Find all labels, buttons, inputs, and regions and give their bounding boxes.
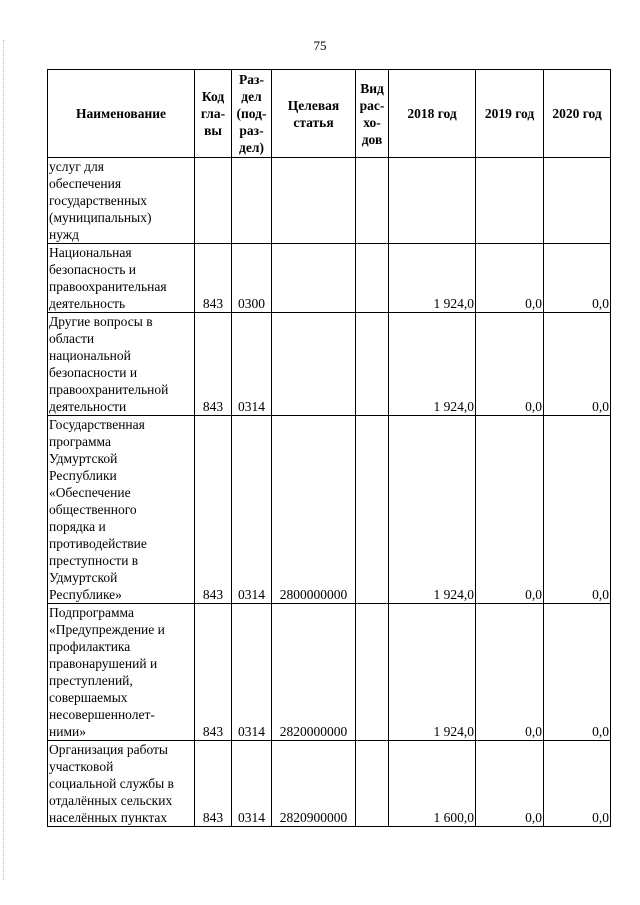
header-ministry-code [195,70,232,158]
cell-2019 [476,158,544,244]
table-row [48,416,611,604]
header-expense-type [356,70,389,158]
header-line: Раз- [239,72,264,87]
cell-2018: 1 924,0 [389,313,476,416]
header-line: гла- [200,106,226,121]
table-row [48,158,611,244]
table-row [48,244,611,313]
table-header-row [48,70,611,158]
cell-name: Другие вопросы в области национальной безопасности и правоохранительной деятельности [48,313,195,416]
cell-2019: 0,0 [476,313,544,416]
header-2018: 2018 год [389,70,476,158]
cell-section: 0314 [232,741,272,827]
table-row [48,741,611,827]
cell-2020: 0,0 [544,313,611,416]
header-line: дел [241,89,262,104]
cell-target-article [272,244,356,313]
table-row [48,313,611,416]
cell-2019: 0,0 [476,604,544,741]
cell-section: 0300 [232,244,272,313]
cell-ministry-code [195,158,232,244]
cell-expense-type [356,158,389,244]
header-line: рас- [359,97,385,113]
header-2019: 2019 год [476,70,544,158]
cell-2018: 1 924,0 [389,416,476,604]
cell-ministry-code: 843 [195,604,232,741]
cell-2018 [389,158,476,244]
header-line: дел) [239,140,264,155]
cell-section [232,158,272,244]
cell-ministry-code: 843 [195,416,232,604]
cell-ministry-code: 843 [195,313,232,416]
cell-expense-type [356,416,389,604]
margin-dotted-line [3,40,4,880]
header-target-article [272,70,356,158]
cell-2019: 0,0 [476,244,544,313]
cell-name: услуг для обеспечения государственных (муниципальных) нужд [48,158,195,244]
cell-2020: 0,0 [544,244,611,313]
budget-table [47,69,611,827]
cell-2019: 0,0 [476,741,544,827]
cell-name: Государственная программа Удмуртской Республики «Обеспечение общественного порядка и противодействие преступности в Удмуртской Республике» [48,416,195,604]
cell-expense-type [356,313,389,416]
cell-2020 [544,158,611,244]
cell-target-article: 2820000000 [272,604,356,741]
cell-ministry-code: 843 [195,244,232,313]
page-number: 75 [313,38,327,53]
header-line: статья [293,114,334,130]
header-line: Вид [360,80,384,96]
cell-expense-type [356,741,389,827]
cell-2020: 0,0 [544,604,611,741]
cell-2019: 0,0 [476,416,544,604]
cell-expense-type [356,604,389,741]
header-line: раз- [239,123,264,138]
header-name: Наименование [48,70,195,158]
cell-2020: 0,0 [544,741,611,827]
header-section [232,70,272,158]
cell-ministry-code: 843 [195,741,232,827]
cell-target-article: 2800000000 [272,416,356,604]
header-line: вы [204,123,222,138]
cell-section: 0314 [232,604,272,741]
cell-2018: 1 600,0 [389,741,476,827]
cell-section: 0314 [232,313,272,416]
cell-2018: 1 924,0 [389,604,476,741]
cell-name: Организация работы участковой социальной службы в отдалённых сельских населённых пунктах [48,741,195,827]
header-line: Целевая [287,97,340,113]
cell-expense-type [356,244,389,313]
header-line: (под- [236,106,267,121]
cell-target-article [272,158,356,244]
header-line: Код [201,89,225,104]
cell-target-article [272,313,356,416]
cell-name: Подпрограмма «Предупреждение и профилактика правонарушений и преступлений, совершаемых несовершеннолет- ними» [48,604,195,741]
header-line: хо- [363,114,381,130]
cell-section: 0314 [232,416,272,604]
cell-2020: 0,0 [544,416,611,604]
header-line: дов [361,131,383,147]
cell-name: Национальная безопасность и правоохранительная деятельность [48,244,195,313]
cell-2018: 1 924,0 [389,244,476,313]
header-2020: 2020 год [544,70,611,158]
table-row [48,604,611,741]
cell-target-article: 2820900000 [272,741,356,827]
